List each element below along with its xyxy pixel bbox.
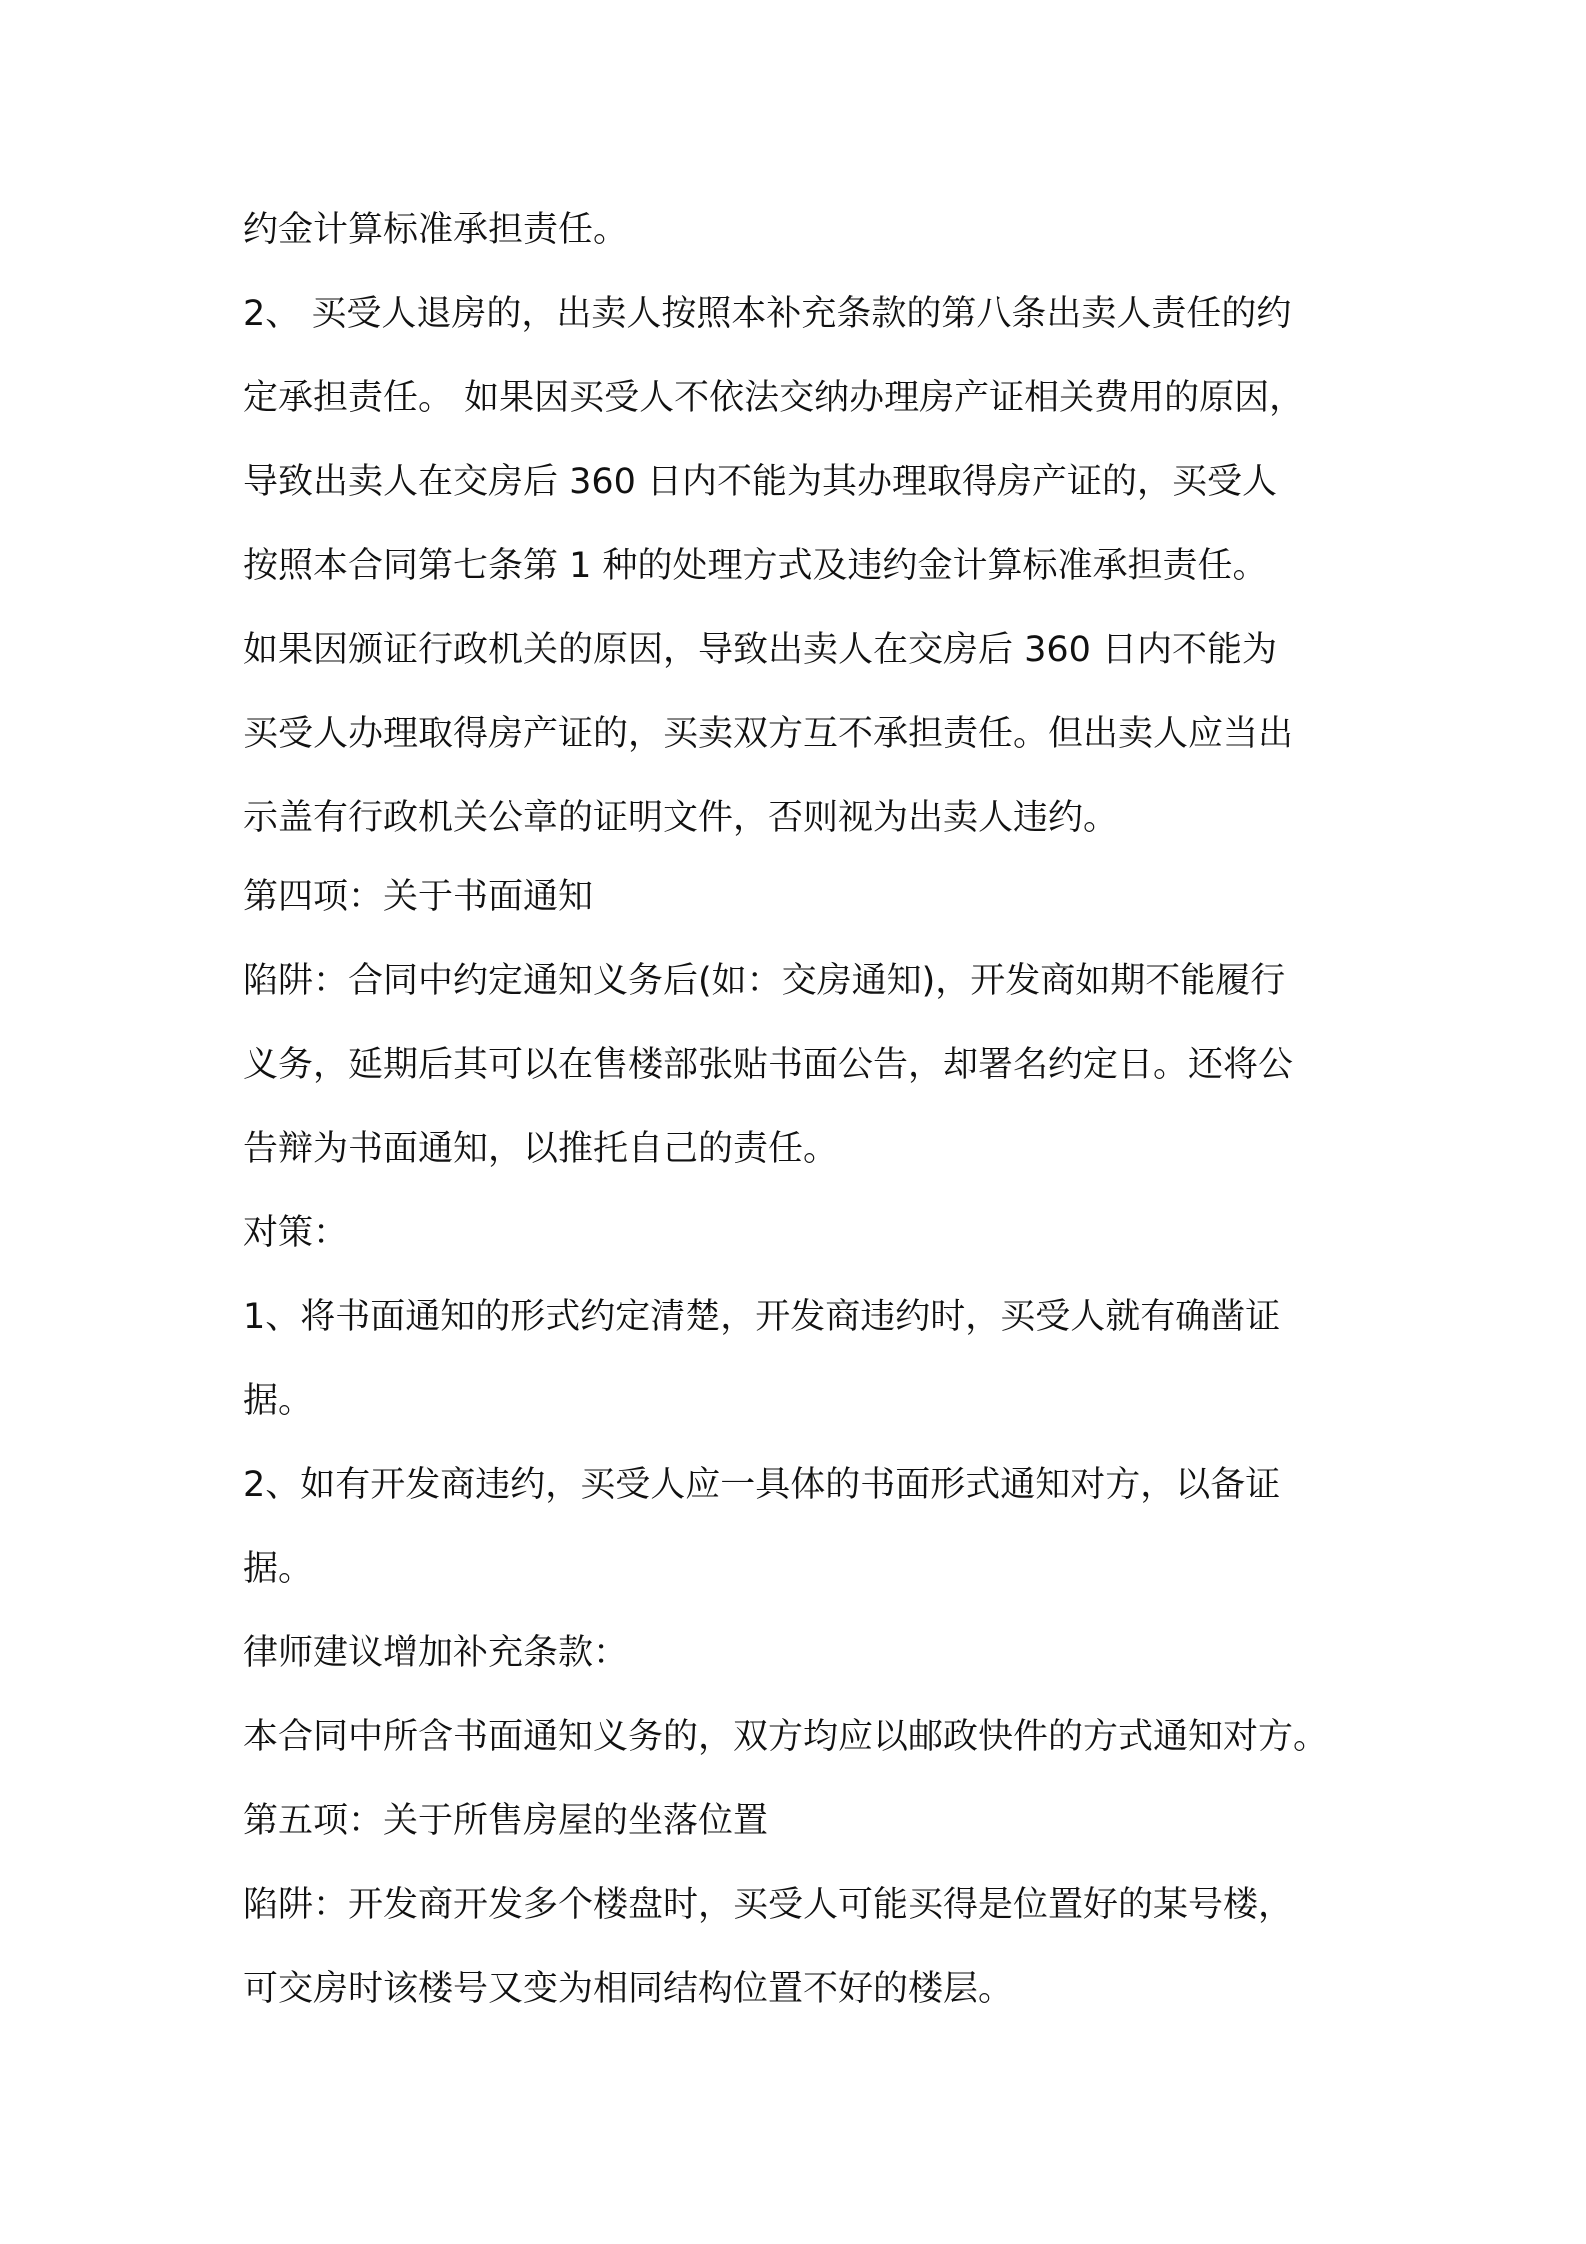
text-line: 约金计算标准承担责任。 [243, 210, 629, 250]
text-line: 1、将书面通知的形式约定清楚，开发商违约时，买受人就有确凿证 [243, 1297, 1281, 1337]
text-line: 据。 [243, 1549, 314, 1589]
text-line: 如果因颁证行政机关的原因，导致出卖人在交房后 360 日内不能为 [243, 630, 1278, 670]
subheading: 律师建议增加补充条款： [243, 1633, 629, 1673]
text-line: 导致出卖人在交房后 360 日内不能为其办理取得房产证的，买受人 [243, 462, 1278, 502]
text-line: 义务，延期后其可以在售楼部张贴书面公告，却署名约定日。还将公 [243, 1045, 1294, 1085]
text-line: 陷阱：开发商开发多个楼盘时，买受人可能买得是位置好的某号楼， [243, 1885, 1294, 1925]
text-line: 陷阱：合同中约定通知义务后(如：交房通知)，开发商如期不能履行 [243, 961, 1286, 1001]
text-line: 2、 买受人退房的，出卖人按照本补充条款的第八条出卖人责任的约 [243, 294, 1292, 334]
text-line: 告辩为书面通知，以推托自己的责任。 [243, 1129, 839, 1169]
text-line: 本合同中所含书面通知义务的，双方均应以邮政快件的方式通知对方。 [243, 1717, 1329, 1757]
text-line: 按照本合同第七条第 1 种的处理方式及违约金计算标准承担责任。 [243, 546, 1268, 586]
text-line: 可交房时该楼号又变为相同结构位置不好的楼层。 [243, 1969, 1014, 2009]
text-line: 示盖有行政机关公章的证明文件，否则视为出卖人违约。 [243, 798, 1119, 838]
text-line: 2、如有开发商违约，买受人应一具体的书面形式通知对方，以备证 [243, 1465, 1281, 1505]
text-line: 定承担责任。 如果因买受人不依法交纳办理房产证相关费用的原因， [243, 378, 1305, 418]
text-line: 据。 [243, 1381, 314, 1421]
subheading: 对策： [243, 1213, 349, 1253]
section-heading: 第四项：关于书面通知 [243, 877, 594, 917]
text-line: 买受人办理取得房产证的，买卖双方互不承担责任。但出卖人应当出 [243, 714, 1294, 754]
section-heading: 第五项：关于所售房屋的坐落位置 [243, 1801, 769, 1841]
